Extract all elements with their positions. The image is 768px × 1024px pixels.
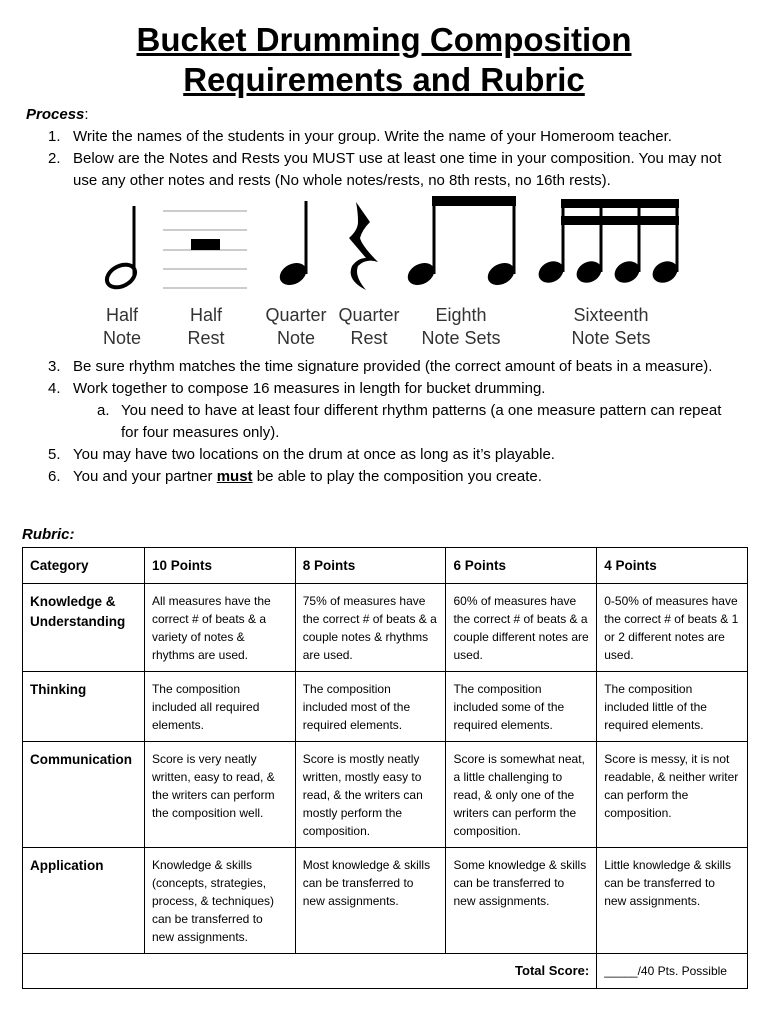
note-label-line: Half bbox=[105, 305, 138, 325]
note-label bbox=[338, 304, 399, 350]
column-header: 10 Points bbox=[144, 548, 295, 584]
note-label-line: Rest bbox=[350, 328, 388, 348]
criteria-cell: 75% of measures have the correct # of beats & a couple notes & rhythms are used. bbox=[295, 584, 446, 672]
category-cell: Application bbox=[23, 848, 145, 954]
column-header: 6 Points bbox=[446, 548, 597, 584]
title-line-2: Requirements and Rubric bbox=[183, 61, 585, 98]
process-substep bbox=[0, 400, 768, 444]
step-number: 1. bbox=[48, 128, 61, 145]
criteria-cell: Most knowledge & skills can be transferred to new assignments. bbox=[295, 848, 446, 954]
step-text-part: be able to play the composition you create. bbox=[252, 468, 542, 485]
step-number: 6. bbox=[48, 468, 61, 485]
step-number: 5. bbox=[48, 446, 61, 463]
process-steps-list-continued bbox=[0, 356, 768, 488]
criteria-cell: Score is messy, it is not readable, & neither writer can perform the composition. bbox=[597, 742, 748, 848]
criteria-cell: Knowledge & skills (concepts, strategies, process, & techniques) can be transferred to new assignments. bbox=[144, 848, 295, 954]
criteria-cell: Some knowledge & skills can be transferred to new assignments. bbox=[446, 848, 597, 954]
total-score-label: Total Score: bbox=[23, 954, 597, 989]
step-number: 4. bbox=[48, 380, 61, 397]
table-row bbox=[23, 742, 748, 848]
process-step bbox=[0, 378, 768, 400]
substep-text: You need to have at least four different rhythm patterns (a one measure pattern can repeat for four measures only). bbox=[121, 402, 722, 441]
criteria-cell: 0-50% of measures have the correct # of beats & 1 or 2 different notes are used. bbox=[597, 584, 748, 672]
criteria-cell: 60% of measures have the correct # of beats & a couple different notes are used. bbox=[446, 584, 597, 672]
title-line-1: Bucket Drumming Composition bbox=[136, 21, 632, 58]
process-heading: Process: bbox=[26, 106, 89, 123]
note-label bbox=[103, 304, 141, 350]
note-label-line: Sixteenth bbox=[573, 305, 649, 325]
step-number: 3. bbox=[48, 358, 61, 375]
step-text: Be sure rhythm matches the time signature provided (the correct amount of beats in a measure). bbox=[73, 358, 713, 375]
criteria-cell: All measures have the correct # of beats & a variety of notes & rhythms are used. bbox=[144, 584, 295, 672]
step-text-part: You and your partner bbox=[73, 468, 217, 485]
note-label-line: Note bbox=[276, 328, 316, 348]
emphasis-must: must bbox=[216, 468, 253, 485]
quarter-rest-icon bbox=[349, 202, 378, 290]
criteria-cell: The composition included most of the required elements. bbox=[295, 672, 446, 742]
note-label bbox=[571, 304, 650, 350]
table-row bbox=[23, 848, 748, 954]
category-cell: Communication bbox=[23, 742, 145, 848]
table-row bbox=[23, 584, 748, 672]
table-row bbox=[23, 672, 748, 742]
substep-letter: a. bbox=[97, 402, 110, 419]
process-step bbox=[0, 356, 768, 378]
note-label bbox=[265, 304, 326, 350]
sixteenth-note-set-icon bbox=[535, 199, 681, 287]
criteria-cell: The composition included some of the required elements. bbox=[446, 672, 597, 742]
note-label-line: Quarter bbox=[265, 305, 327, 325]
step-text: Write the names of the students in your group. Write the name of your Homeroom teacher. bbox=[73, 128, 672, 145]
half-note-icon bbox=[103, 206, 139, 292]
step-text bbox=[73, 468, 542, 485]
notes-and-rests-figure bbox=[0, 196, 768, 356]
step-text: Work together to compose 16 measures in length for bucket drumming. bbox=[73, 380, 546, 397]
note-label-line: Quarter bbox=[338, 305, 400, 325]
note-label-line: Note Sets bbox=[421, 328, 501, 348]
total-score-row bbox=[23, 954, 748, 989]
note-label bbox=[421, 304, 500, 350]
note-label-line: Half bbox=[189, 305, 223, 325]
rubric-heading: Rubric: bbox=[22, 526, 75, 543]
half-rest-icon bbox=[163, 211, 247, 288]
process-steps-list bbox=[0, 126, 768, 192]
step-text: You may have two locations on the drum at once as long as it’s playable. bbox=[73, 446, 555, 463]
column-header: 4 Points bbox=[597, 548, 748, 584]
criteria-cell: Score is very neatly written, easy to read, & the writers can perform the composition well. bbox=[144, 742, 295, 848]
note-label-line: Rest bbox=[187, 328, 225, 348]
note-label-line: Note Sets bbox=[571, 328, 651, 348]
note-label-line: Note bbox=[102, 328, 142, 348]
process-step bbox=[0, 444, 768, 466]
quarter-note-icon bbox=[276, 201, 310, 289]
column-header: Category bbox=[23, 548, 145, 584]
step-number: 2. bbox=[48, 150, 61, 167]
note-label-line: Eighth bbox=[435, 305, 487, 325]
rubric-header-row bbox=[23, 548, 748, 584]
criteria-cell: The composition included little of the required elements. bbox=[597, 672, 748, 742]
criteria-cell: The composition included all required elements. bbox=[144, 672, 295, 742]
column-header: 8 Points bbox=[295, 548, 446, 584]
note-label bbox=[187, 304, 224, 350]
process-heading-text: Process bbox=[26, 106, 85, 123]
category-cell: Thinking bbox=[23, 672, 145, 742]
process-step bbox=[0, 148, 768, 192]
step-text: Below are the Notes and Rests you MUST use at least one time in your composition. You may not use any other notes and rests (No whole notes/rests, no 8th rests, no 16th rests). bbox=[73, 150, 722, 189]
category-cell: Knowledge & Understanding bbox=[23, 584, 145, 672]
eighth-note-set-icon bbox=[404, 196, 518, 289]
process-step bbox=[0, 466, 768, 488]
criteria-cell: Score is somewhat neat, a little challenging to read, & only one of the writers can perform the composition. bbox=[446, 742, 597, 848]
criteria-cell: Little knowledge & skills can be transferred to new assignments. bbox=[597, 848, 748, 954]
rubric-table bbox=[22, 547, 748, 989]
page-title bbox=[0, 0, 768, 100]
total-score-field[interactable]: _____/40 Pts. Possible bbox=[597, 954, 748, 989]
process-step bbox=[0, 126, 768, 148]
criteria-cell: Score is mostly neatly written, mostly easy to read, & the writers can mostly perform the composition. bbox=[295, 742, 446, 848]
